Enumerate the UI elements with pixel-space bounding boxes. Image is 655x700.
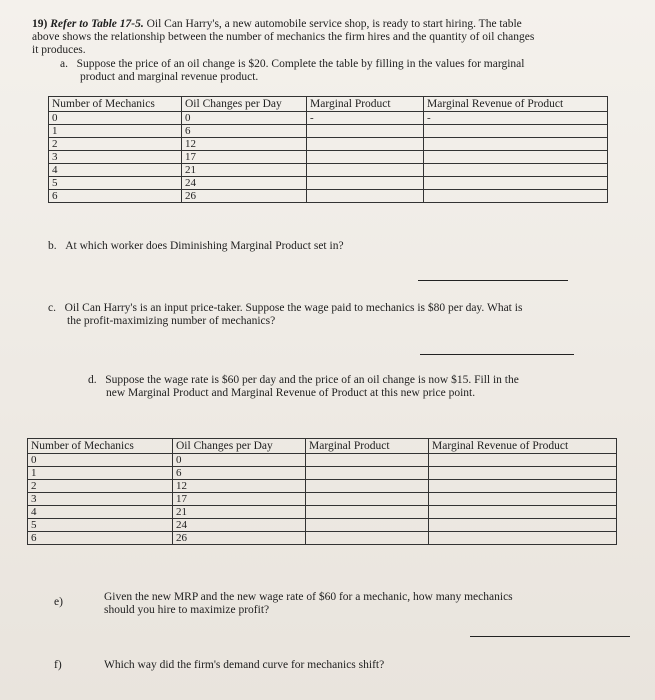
table-1-header-row [49,97,608,112]
mrp-cell[interactable] [429,493,617,506]
oil-changes-cell: 12 [182,138,307,151]
mrp-cell[interactable] [429,454,617,467]
marginal-product-cell[interactable] [306,519,429,532]
mechanics-cell: 6 [28,532,173,545]
mrp-cell[interactable] [424,190,608,203]
table-row [28,506,617,519]
part-a-line-2: product and marginal revenue product. [80,71,259,83]
mrp-cell[interactable] [429,519,617,532]
table-row [49,112,608,125]
question-number: 19) [32,18,48,30]
mrp-cell[interactable] [429,480,617,493]
part-e-line-2: should you hire to maximize profit? [104,604,270,616]
oil-changes-cell: 26 [173,532,306,545]
marginal-product-cell[interactable] [306,506,429,519]
mrp-cell[interactable]: - [424,112,608,125]
oil-changes-cell: 26 [182,190,307,203]
part-e [104,591,513,617]
part-a-label: a. [60,58,68,70]
part-d [88,374,519,400]
mrp-cell[interactable] [424,125,608,138]
mrp-cell[interactable] [424,138,608,151]
oil-changes-cell: 0 [182,112,307,125]
oil-changes-cell: 21 [182,164,307,177]
intro-line-2: above shows the relationship between the number of mechanics the firm hires and the quantity of oil changes [32,31,535,43]
mrp-cell[interactable] [429,506,617,519]
table-1-header-mechanics: Number of Mechanics [49,97,182,112]
table-2-header-mechanics: Number of Mechanics [28,439,173,454]
table-2-header-mrp: Marginal Revenue of Product [429,439,617,454]
mechanics-cell: 5 [49,177,182,190]
table-row [28,519,617,532]
marginal-product-cell[interactable] [306,493,429,506]
table-row [28,480,617,493]
table-row [49,125,608,138]
mrp-cell[interactable] [429,467,617,480]
table-2-header-row [28,439,617,454]
oil-changes-cell: 17 [173,493,306,506]
marginal-product-cell[interactable]: - [307,112,424,125]
marginal-product-cell[interactable] [306,467,429,480]
part-b-answer-line[interactable] [418,280,568,281]
table-2 [27,438,617,545]
oil-changes-cell: 6 [173,467,306,480]
marginal-product-cell[interactable] [307,125,424,138]
mechanics-cell: 0 [49,112,182,125]
mrp-cell[interactable] [424,164,608,177]
part-c [48,302,522,328]
table-row [28,467,617,480]
table-row [28,532,617,545]
table-1-header-marginal-product: Marginal Product [307,97,424,112]
mrp-cell[interactable] [429,532,617,545]
table-row [49,190,608,203]
table-row [49,151,608,164]
mechanics-cell: 4 [49,164,182,177]
part-c-line-2: the profit-maximizing number of mechanics? [67,315,276,327]
part-d-label: d. [88,374,97,386]
part-f-label: f) [54,659,62,671]
marginal-product-cell[interactable] [307,138,424,151]
mechanics-cell: 1 [49,125,182,138]
mechanics-cell: 3 [49,151,182,164]
table-1-header-oil-changes: Oil Changes per Day [182,97,307,112]
part-c-line-1: Oil Can Harry's is an input price-taker. Suppose the wage paid to mechanics is $80 per day. What is [64,302,523,314]
part-e-answer-line[interactable] [470,636,630,637]
oil-changes-cell: 24 [182,177,307,190]
mechanics-cell: 2 [49,138,182,151]
marginal-product-cell[interactable] [306,480,429,493]
part-b-text: At which worker does Diminishing Marginal Product set in? [65,240,344,252]
mechanics-cell: 4 [28,506,173,519]
table-reference: Refer to Table 17-5. [50,18,144,30]
part-b-label: b. [48,240,57,252]
mechanics-cell: 1 [28,467,173,480]
intro-line-1: Oil Can Harry's, a new automobile service shop, is ready to start hiring. The table [146,18,522,30]
oil-changes-cell: 12 [173,480,306,493]
table-row [28,493,617,506]
mrp-cell[interactable] [424,177,608,190]
part-f-text: Which way did the firm's demand curve for mechanics shift? [104,659,385,671]
table-1-header-mrp: Marginal Revenue of Product [424,97,608,112]
part-c-label: c. [48,302,56,314]
mechanics-cell: 3 [28,493,173,506]
marginal-product-cell[interactable] [307,177,424,190]
part-d-line-1: Suppose the wage rate is $60 per day and the price of an oil change is now $15. Fill in the [105,374,519,386]
table-row [49,164,608,177]
marginal-product-cell[interactable] [307,151,424,164]
oil-changes-cell: 17 [182,151,307,164]
marginal-product-cell[interactable] [306,454,429,467]
oil-changes-cell: 6 [182,125,307,138]
mechanics-cell: 6 [49,190,182,203]
question-intro [32,18,534,57]
oil-changes-cell: 24 [173,519,306,532]
mrp-cell[interactable] [424,151,608,164]
part-e-line-1: Given the new MRP and the new wage rate of $60 for a mechanic, how many mechanics [104,591,513,603]
part-c-answer-line[interactable] [420,354,574,355]
mechanics-cell: 5 [28,519,173,532]
intro-line-3: it produces. [32,44,86,56]
table-1 [48,96,608,203]
part-a [60,58,524,84]
table-2-header-oil-changes: Oil Changes per Day [173,439,306,454]
table-2-header-marginal-product: Marginal Product [306,439,429,454]
mechanics-cell: 2 [28,480,173,493]
table-row [49,138,608,151]
marginal-product-cell[interactable] [307,190,424,203]
oil-changes-cell: 0 [173,454,306,467]
table-row [28,454,617,467]
marginal-product-cell[interactable] [306,532,429,545]
part-d-line-2: new Marginal Product and Marginal Revenue of Product at this new price point. [106,387,476,399]
part-b [48,240,344,253]
mechanics-cell: 0 [28,454,173,467]
oil-changes-cell: 21 [173,506,306,519]
table-row [49,177,608,190]
part-a-line-1: Suppose the price of an oil change is $20. Complete the table by filling in the values for marginal [76,58,525,70]
marginal-product-cell[interactable] [307,164,424,177]
part-e-label: e) [54,596,63,608]
